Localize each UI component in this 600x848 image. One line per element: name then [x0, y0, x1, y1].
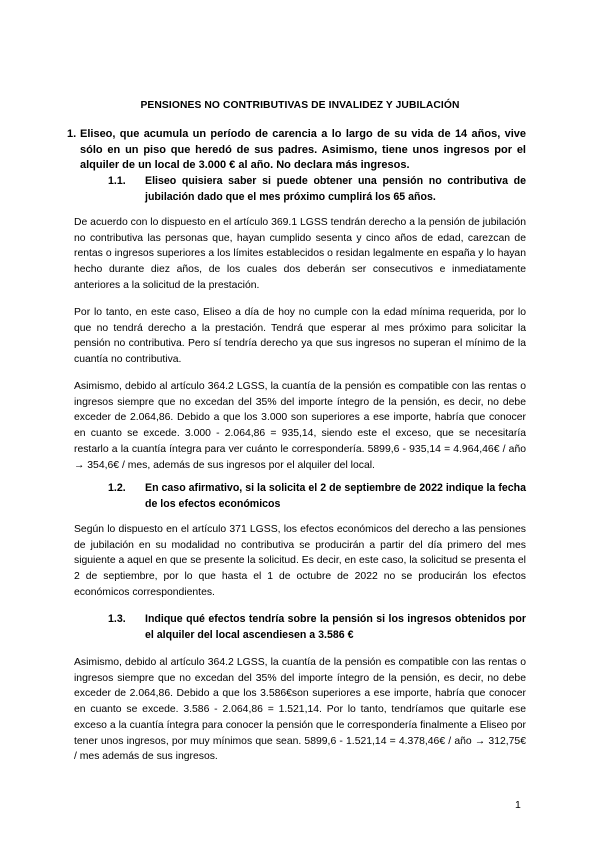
question-1-1-text: Eliseo quisiera saber si puede obtener una pensión no contributiva de jubilación dado que el mes próximo cumplirá los 65 años. [145, 175, 526, 203]
question-1-2-number: 1.2. [108, 482, 126, 494]
question-1-3-heading [108, 612, 526, 643]
paragraph-2: Por lo tanto, en este caso, Eliseo a día de hoy no cumple con la edad mínima requerida, por lo que no tendrá derecho a la prestación. Tendrá que esperar al mes próximo para solicitar la pensión no contributiva. Pero sí tendría derecho ya que sus ingresos no superan el mínimo de la cuantía no contributiva. [74, 307, 526, 366]
paragraph-3: Asimismo, debido al artículo 364.2 LGSS, la cuantía de la pensión es compatible con las rentas o ingresos siempre que no excedan del 35% del importe íntegro de la pensión, es decir, no debe exceder de 2.064,86. Debido a que los 3.000 son superiores a ese importe, habría que conocer en cuanto se excede. 3.000 - 2.064,86 = 935,14, siendo este el exceso, que se necesitaría restarlo a la cuantía íntegra para ver cuánto le correspondería. 5899,6 - 935,14 = 4.964,46€ / año → 354,6€ / mes, además de sus ingresos por el alquiler del local. [74, 381, 526, 471]
question-1-3-number: 1.3. [108, 613, 126, 625]
question-1-2-heading [108, 481, 526, 512]
question-1-1-heading [108, 174, 526, 205]
question-1-3-text: Indique qué efectos tendría sobre la pensión si los ingresos obtenidos por el alquiler del local ascendiesen a 3.586 € [145, 613, 526, 641]
paragraph-5: Asimismo, debido al artículo 364.2 LGSS, la cuantía de la pensión es compatible con las rentas o ingresos siempre que no excedan del 35% del importe íntegro de la pensión, es decir, no debe exceder de 2.064,86. Debido a que los 3.586€son superiores a ese importe, habría que conocer en cuanto se excede. 3.586 - 2.064,86 = 1.521,14. Por lo tanto, tendríamos que quitarle ese exceso a la cuantía íntegra para conocer la pensión que le correspondería finalmente a Eliseo por tener unos ingresos, por muy mínimos que sean. 5899,6 - 1.521,14 = 4.378,46€ / año → 312,75€ / mes además de sus ingresos. [74, 657, 526, 763]
section-1-text: Eliseo, que acumula un período de carencia a lo largo de su vida de 14 años, vive sólo en un piso que heredó de sus padres. Asimismo, tiene unos ingresos por el alquiler de un local de 3.000 € al año. No declara más ingresos. [80, 128, 526, 171]
question-1-2-text: En caso afirmativo, si la solicita el 2 de septiembre de 2022 indique la fecha de los efectos económicos [145, 482, 526, 510]
page-number: 1 [515, 799, 521, 811]
paragraph-4: Según lo dispuesto en el artículo 371 LGSS, los efectos económicos del derecho a las pensiones de jubilación en su modalidad no contributiva se producirán a partir del día primero del mes siguiente a aquel en que se presente la solicitud. Es decir, en este caso, la solicitud se presenta el 2 de septiembre, por lo que hasta el 1 de octubre de 2022 no se producirán los efectos económicos correspondientes. [74, 524, 526, 598]
section-1-heading [67, 127, 526, 174]
paragraph-1: De acuerdo con lo dispuesto en el artículo 369.1 LGSS tendrán derecho a la pensión de jubilación no contributiva las personas que, hayan cumplido sesenta y cinco años de edad, carezcan de rentas o ingresos superiores a los límites establecidos o residan legalmente en españa y lo hayan hecho durante diez años, de los cuales dos deberán ser consecutivos e inmediatamente anteriores a la solicitud de la prestación. [74, 217, 526, 291]
question-1-1-number: 1.1. [108, 175, 126, 187]
document-title: PENSIONES NO CONTRIBUTIVAS DE INVALIDEZ Y JUBILACIÓN [140, 100, 460, 111]
section-1-number: 1. [67, 128, 77, 140]
